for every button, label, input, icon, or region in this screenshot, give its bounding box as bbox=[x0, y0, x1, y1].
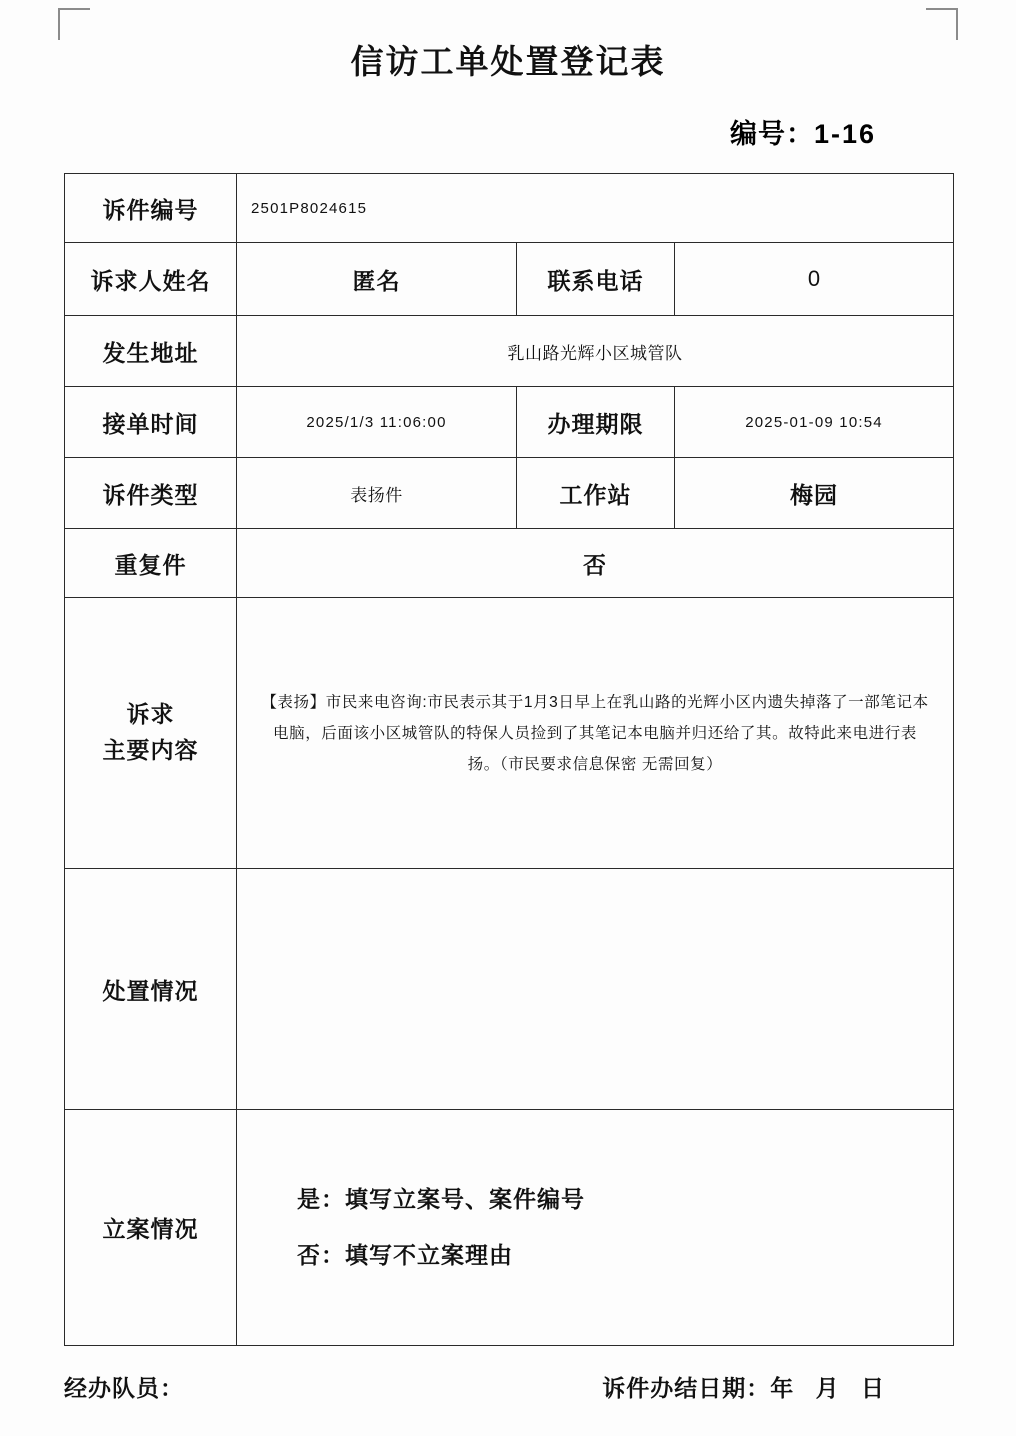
station-label: 工作站 bbox=[517, 458, 675, 529]
content-label-line1: 诉求 bbox=[126, 701, 175, 728]
registration-form-table bbox=[64, 173, 954, 1346]
filing-line-no: 否：填写不立案理由 bbox=[297, 1241, 513, 1268]
page-title: 信访工单处置登记表 bbox=[350, 43, 666, 80]
petitioner-name-label: 诉求人姓名 bbox=[65, 243, 237, 316]
case-id-value: 2501P8024615 bbox=[237, 174, 954, 243]
repeat-value: 否 bbox=[237, 529, 954, 598]
case-id-label: 诉件编号 bbox=[65, 174, 237, 243]
document-number-value: 1-16 bbox=[813, 119, 876, 149]
content-text: 【表扬】市民来电咨询:市民表示其于1月3日早上在乳山路的光辉小区内遗失掉落了一部笔记本电脑，后面该小区城管队的特保人员捡到了其笔记本电脑并归还给了其。故特此来电进行表扬。（市民要求信息保密 无需回复） bbox=[261, 693, 929, 773]
table-row bbox=[65, 174, 954, 243]
handling-label: 处置情况 bbox=[65, 869, 237, 1110]
content-cell bbox=[237, 598, 954, 869]
phone-label: 联系电话 bbox=[517, 243, 675, 316]
address-value: 乳山路光辉小区城管队 bbox=[237, 316, 954, 387]
petitioner-name-value: 匿名 bbox=[237, 243, 517, 316]
finish-date bbox=[602, 1370, 952, 1403]
form-footer bbox=[64, 1370, 952, 1403]
deadline-label: 办理期限 bbox=[517, 387, 675, 458]
document-number bbox=[730, 112, 876, 151]
finish-date-value: 年 月 日 bbox=[770, 1375, 892, 1401]
case-type-label: 诉件类型 bbox=[65, 458, 237, 529]
table-row bbox=[65, 1110, 954, 1346]
receive-time-label: 接单时间 bbox=[65, 387, 237, 458]
filing-cell bbox=[237, 1110, 954, 1346]
finish-date-label: 诉件办结日期： bbox=[602, 1375, 771, 1401]
filing-line-yes: 是：填写立案号、案件编号 bbox=[297, 1186, 585, 1213]
repeat-label: 重复件 bbox=[65, 529, 237, 598]
phone-value: 0 bbox=[675, 243, 954, 316]
table-row bbox=[65, 598, 954, 869]
deadline-value: 2025-01-09 10:54 bbox=[675, 387, 954, 458]
station-value: 梅园 bbox=[675, 458, 954, 529]
table-row bbox=[65, 869, 954, 1110]
content-label bbox=[65, 598, 237, 869]
content-label-line2: 主要内容 bbox=[102, 737, 199, 763]
document-number-label: 编号： bbox=[729, 119, 814, 149]
table-row bbox=[65, 243, 954, 316]
filing-label: 立案情况 bbox=[65, 1110, 237, 1346]
table-row bbox=[65, 387, 954, 458]
case-type-value: 表扬件 bbox=[237, 458, 517, 529]
handling-value[interactable] bbox=[237, 869, 954, 1110]
table-row bbox=[65, 316, 954, 387]
table-row bbox=[65, 458, 954, 529]
handler-label: 经办队员： bbox=[64, 1375, 184, 1401]
table-row bbox=[65, 529, 954, 598]
receive-time-value: 2025/1/3 11:06:00 bbox=[237, 387, 517, 458]
address-label: 发生地址 bbox=[65, 316, 237, 387]
